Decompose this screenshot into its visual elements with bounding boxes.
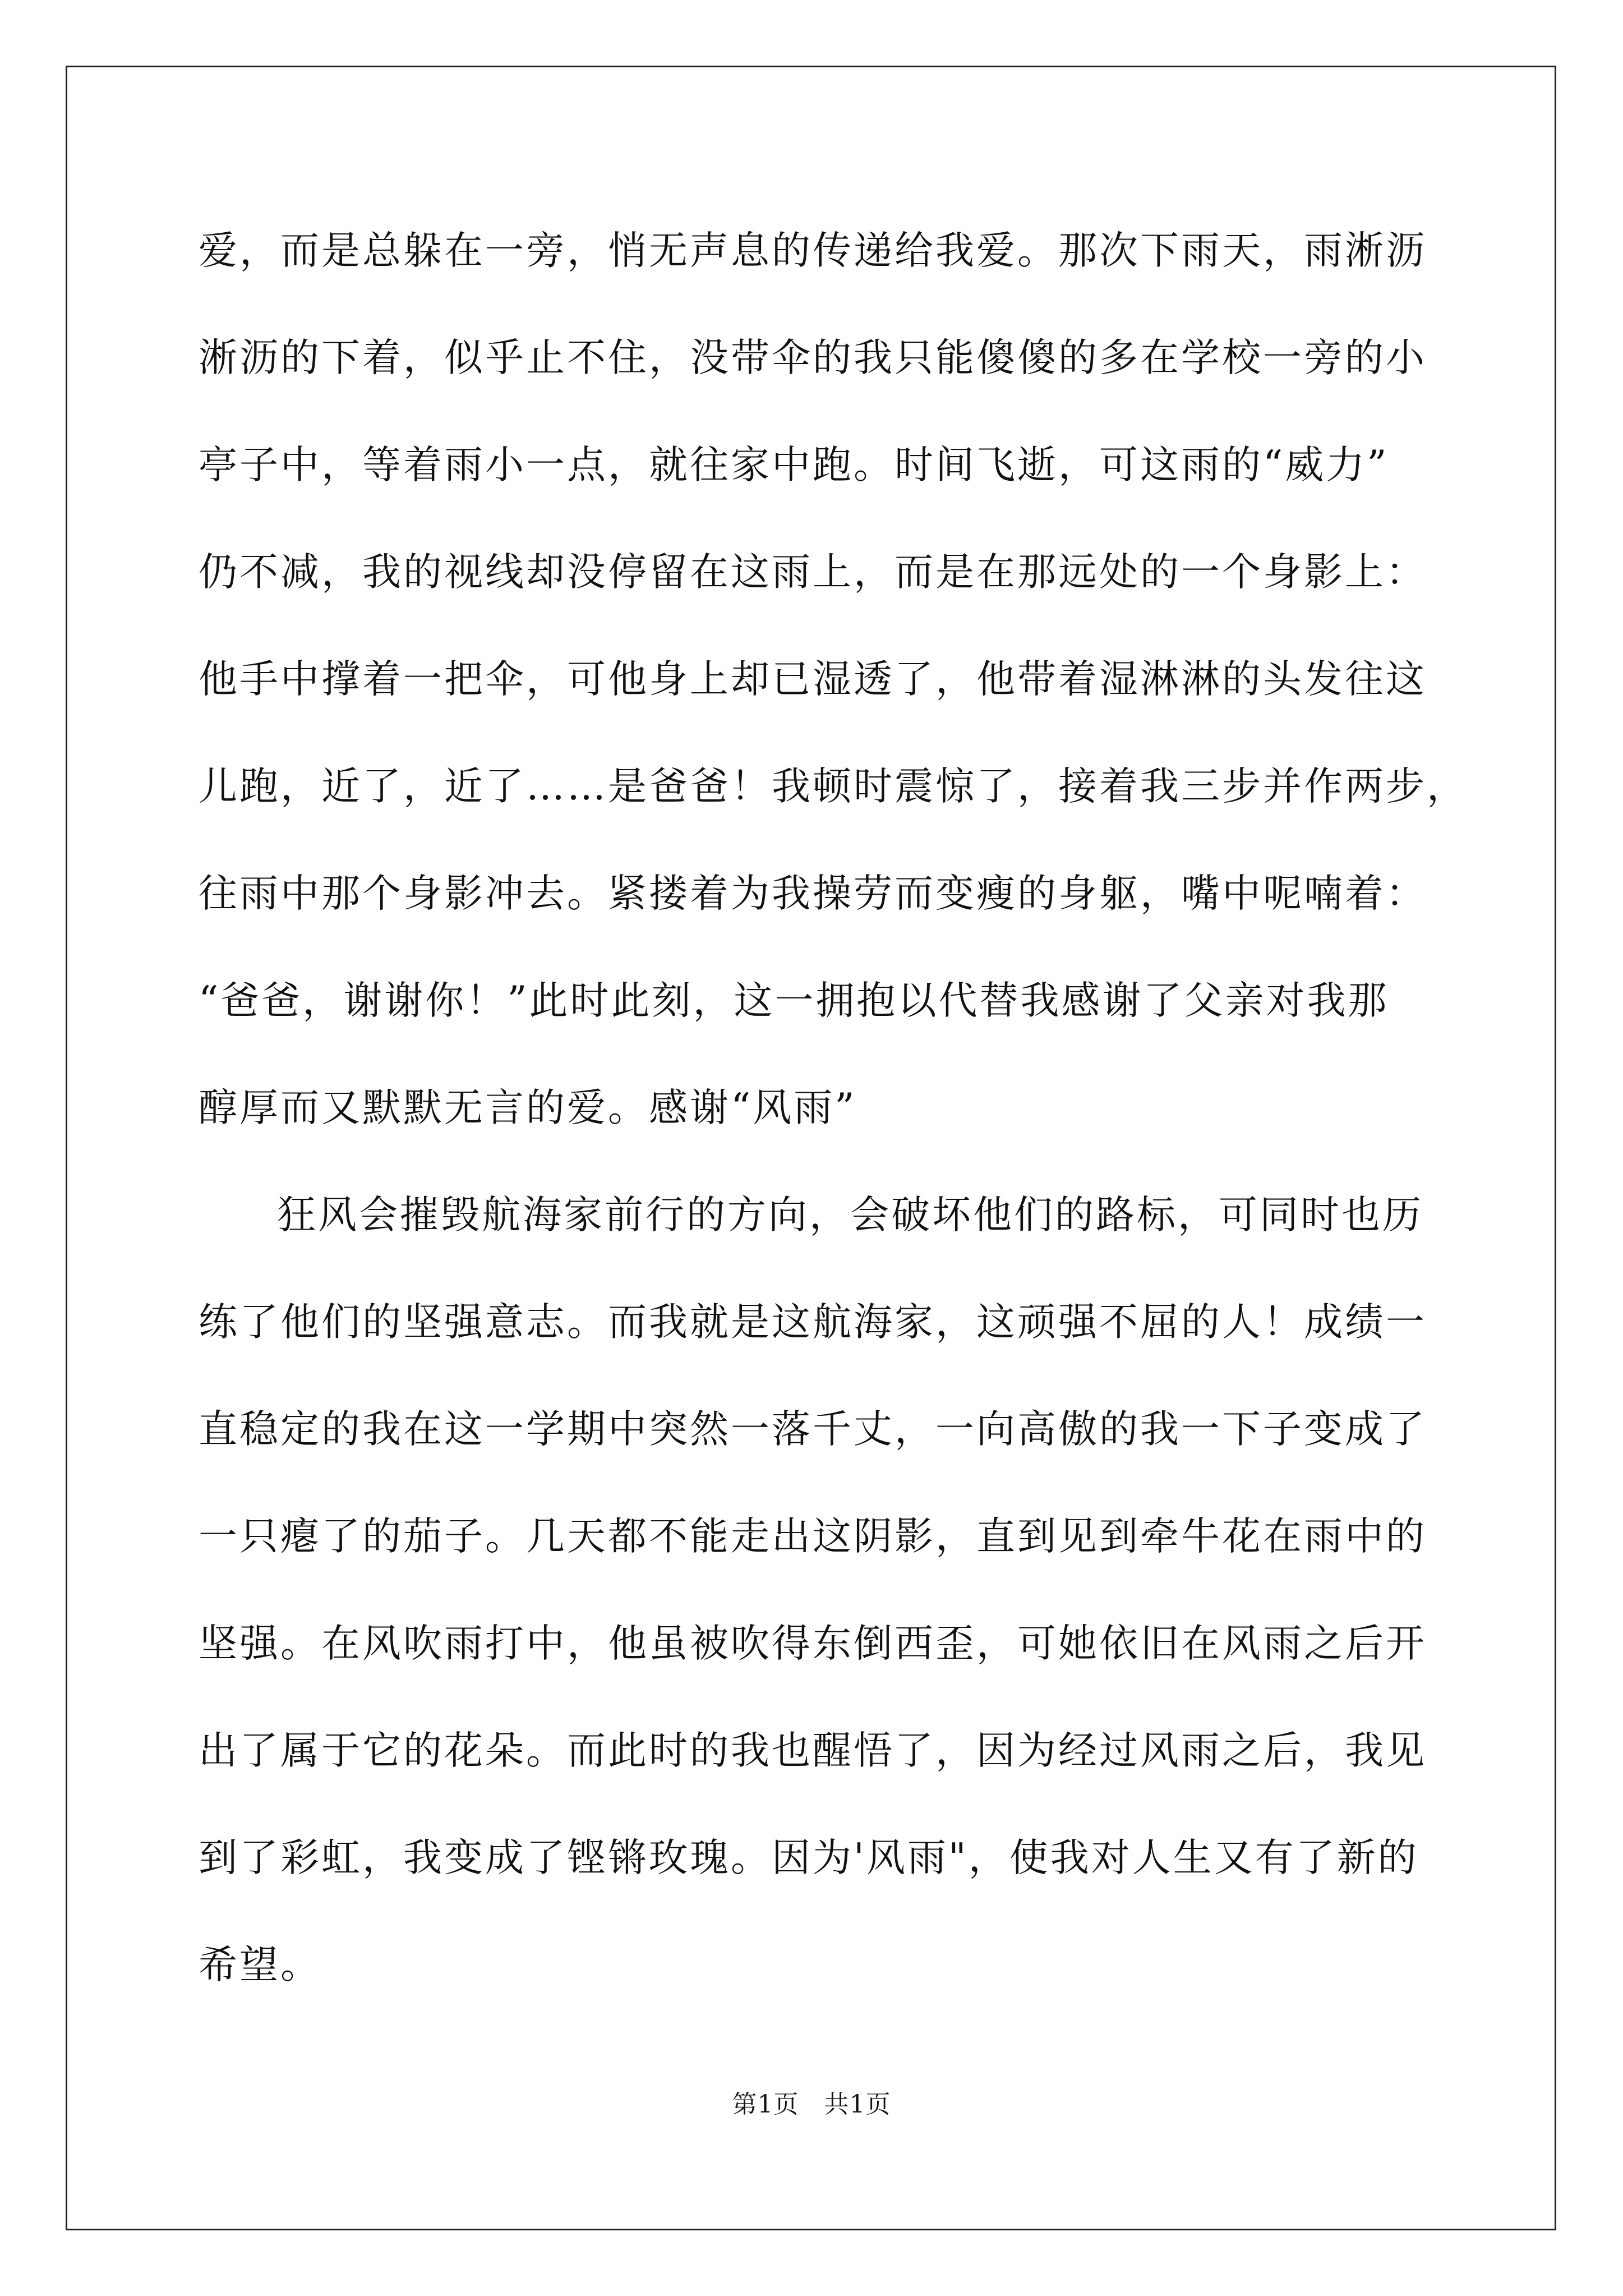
text-line: 醇厚而又默默无言的爱。感谢“风雨”: [199, 1085, 857, 1130]
text-line: 练了他们的坚强意志。而我就是这航海家，这顽强不屈的人！成绩一: [199, 1300, 1427, 1345]
text-line: 淅沥的下着，似乎止不住，没带伞的我只能傻傻的多在学校一旁的小: [199, 335, 1427, 380]
text-line: 往雨中那个身影冲去。紧搂着为我操劳而变瘦的身躯，嘴中呢喃着：: [199, 871, 1427, 916]
text-line: “爸爸，谢谢你！”此时此刻，这一拥抱以代替我感谢了父亲对我那: [199, 978, 1389, 1023]
text-line: 一只瘪了的茄子。几天都不能走出这阴影，直到见到牵牛花在雨中的: [199, 1514, 1427, 1559]
text-line: 爱，而是总躲在一旁，悄无声息的传递给我爱。那次下雨天，雨淅沥: [199, 228, 1427, 273]
text-line: 出了属于它的花朵。而此时的我也醒悟了，因为经过风雨之后，我见: [199, 1728, 1427, 1773]
document-body: [199, 208, 1468, 2029]
text-line: 儿跑，近了，近了……是爸爸！我顿时震惊了，接着我三步并作两步，: [199, 764, 1468, 809]
footer-spacer: [799, 2090, 824, 2119]
text-line: 他手中撑着一把伞，可他身上却已湿透了，他带着湿淋淋的头发往这: [199, 657, 1427, 702]
page-number: 第1页: [732, 2090, 799, 2119]
page-total: 共1页: [824, 2090, 891, 2119]
paragraph-first-line: 狂风会摧毁航海家前行的方向，会破坏他们的路标，可同时也历: [277, 1193, 1423, 1237]
text-line: 到了彩虹，我变成了铿锵玫瑰。因为'风雨"，使我对人生又有了新的: [199, 1835, 1419, 1880]
text-line: 坚强。在风吹雨打中，他虽被吹得东倒西歪，可她依旧在风雨之后开: [199, 1621, 1427, 1666]
text-line: 亭子中，等着雨小一点，就往家中跑。时间飞逝，可这雨的“威力”: [199, 443, 1389, 487]
page-footer: [0, 2088, 1623, 2122]
text-line: 仍不减，我的视线却没停留在这雨上，而是在那远处的一个身影上：: [199, 550, 1427, 595]
text-line: 直稳定的我在这一学期中突然一落千丈，一向高傲的我一下子变成了: [199, 1407, 1427, 1452]
text-line: 希望。: [199, 1943, 321, 1987]
